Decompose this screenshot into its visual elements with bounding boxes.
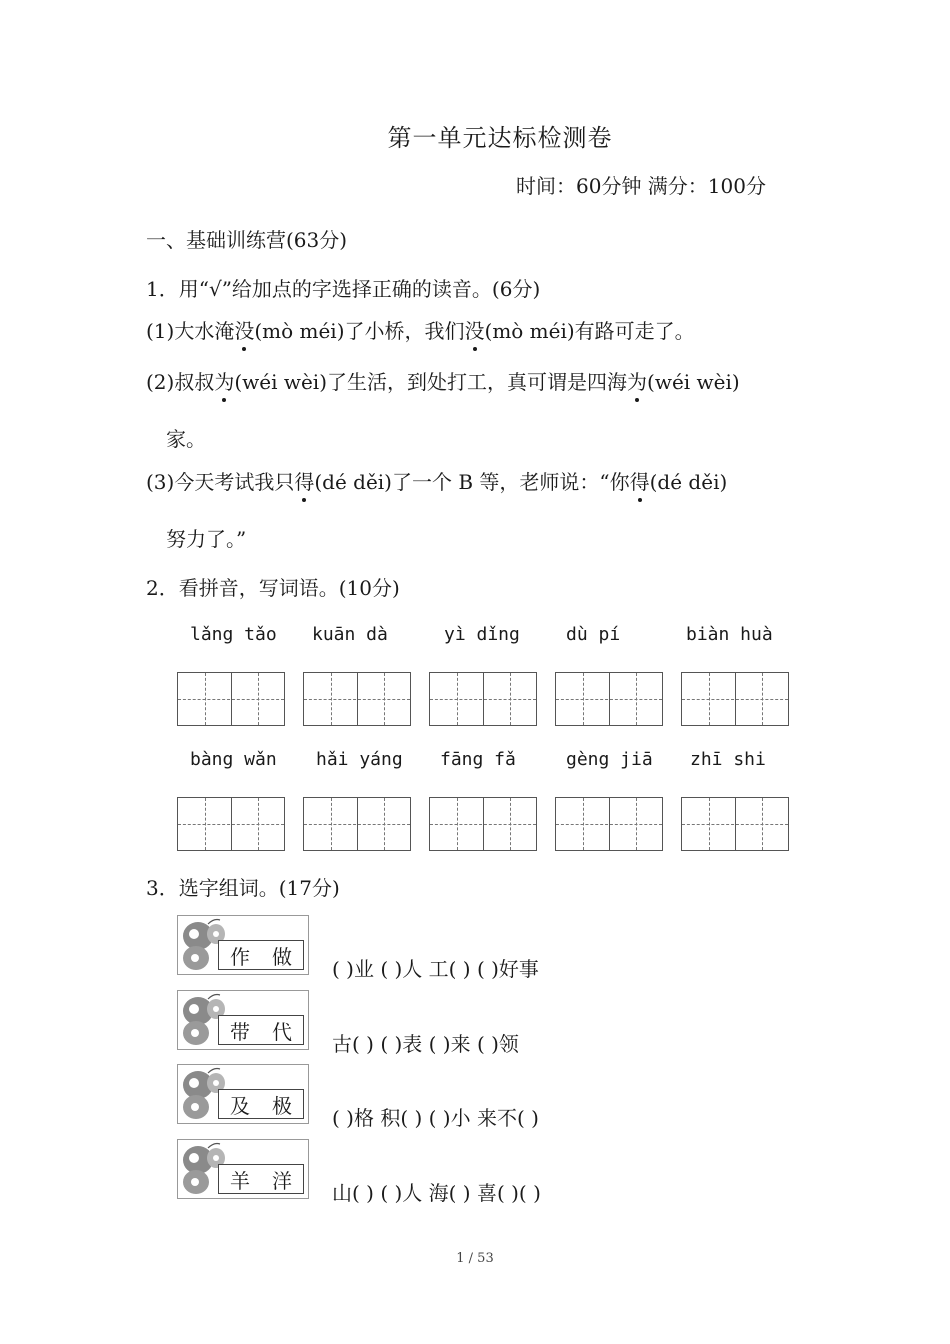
q3-heading: 3．选字组词。(17分) (146, 876, 340, 900)
dotted-char: 得 (630, 466, 650, 495)
q2-heading: 2．看拼音，写词语。(10分) (146, 576, 400, 600)
q1-line-3: (3)今天考试我只得(dé děi)了一个 B 等，老师说：“你得(dé děi) (146, 466, 727, 495)
writing-grid[interactable] (177, 672, 285, 726)
page-number: 1 / 53 (456, 1251, 494, 1266)
pinyin: gèng jiā (566, 749, 653, 770)
dotted-char: 得 (294, 466, 314, 495)
pinyin: bàng wǎn (190, 749, 277, 770)
butterfly-badge (177, 990, 309, 1050)
pinyin: fāng fǎ (440, 749, 516, 770)
writing-grid[interactable] (429, 672, 537, 726)
q1-line-1: (1)大水淹没(mò méi)了小桥，我们没(mò méi)有路可走了。 (146, 315, 695, 344)
pinyin: kuān dà (312, 624, 388, 645)
pinyin: yì dǐng (444, 624, 520, 645)
q1-line-2: (2)叔叔为(wéi wèi)了生活，到处打工，真可谓是四海为(wéi wèi) (146, 366, 740, 395)
section-heading: 一、基础训练营(63分) (146, 228, 348, 252)
word-blanks: 古( ) ( )表 ( )来 ( )领 (332, 1032, 519, 1056)
q1-line-2-cont: 家。 (166, 427, 206, 451)
writing-grid[interactable] (681, 672, 789, 726)
dotted-char: 为 (214, 366, 234, 395)
word-blanks: 山( ) ( )人 海( ) 喜( )( ) (332, 1181, 541, 1205)
writing-grid[interactable] (303, 672, 411, 726)
dotted-char: 没 (465, 315, 485, 344)
pinyin: hǎi yáng (316, 749, 403, 770)
exam-meta: 时间：60分钟 满分：100分 (516, 174, 766, 198)
butterfly-badge (177, 1139, 309, 1199)
butterfly-badge (177, 915, 309, 975)
writing-grid[interactable] (303, 797, 411, 851)
char-choice-label: 作 做 (218, 940, 304, 970)
writing-grid[interactable] (177, 797, 285, 851)
writing-grid[interactable] (429, 797, 537, 851)
pinyin: biàn huà (686, 624, 773, 645)
char-choice-label: 羊 洋 (218, 1164, 304, 1194)
word-blanks: ( )业 ( )人 工( ) ( )好事 (332, 957, 539, 981)
pinyin: zhī shi (690, 749, 766, 770)
word-blanks: ( )格 积( ) ( )小 来不( ) (332, 1106, 539, 1130)
char-choice-label: 及 极 (218, 1089, 304, 1119)
writing-grid[interactable] (555, 797, 663, 851)
writing-grid[interactable] (555, 672, 663, 726)
q1-heading: 1．用“√”给加点的字选择正确的读音。(6分) (146, 277, 541, 301)
pinyin: dù pí (566, 624, 621, 645)
writing-grid[interactable] (681, 797, 789, 851)
dotted-char: 为 (627, 366, 647, 395)
butterfly-badge (177, 1064, 309, 1124)
pinyin: lǎng tǎo (190, 624, 277, 645)
char-choice-label: 带 代 (218, 1015, 304, 1045)
page-title: 第一单元达标检测卷 (387, 124, 613, 152)
dotted-char: 没 (234, 315, 254, 344)
q1-line-3-cont: 努力了。” (166, 527, 247, 551)
